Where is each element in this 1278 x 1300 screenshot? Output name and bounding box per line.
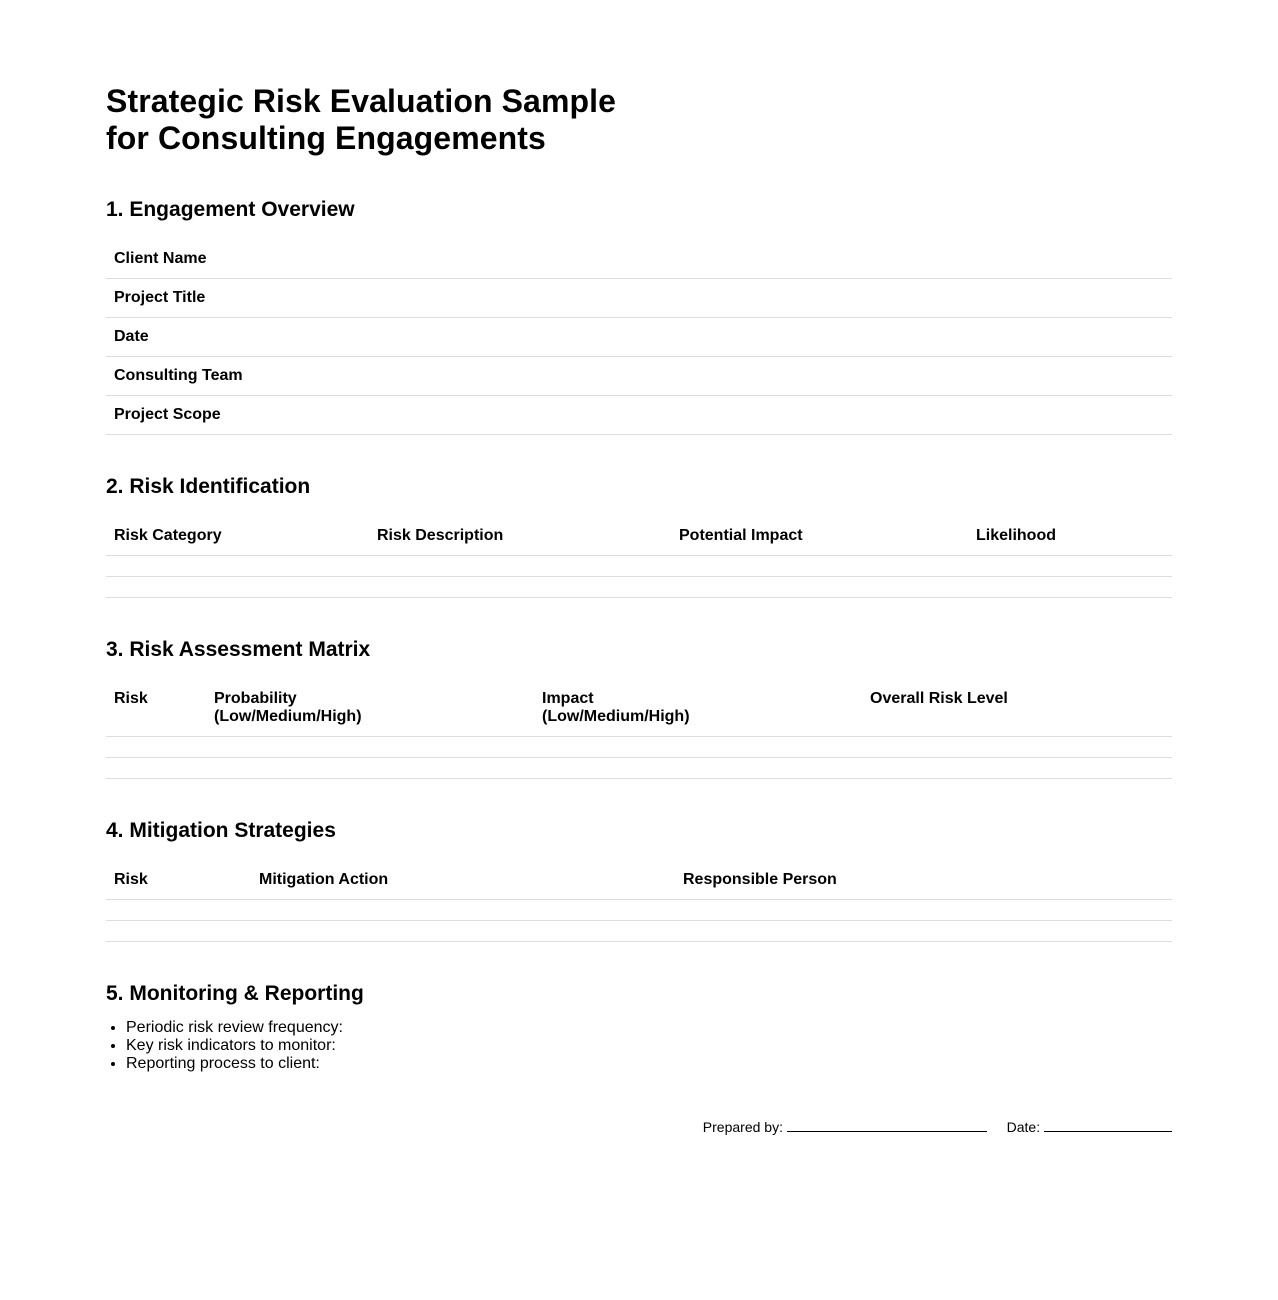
table-header-row: [106, 680, 1172, 737]
table-row: [106, 758, 1172, 779]
table-cell[interactable]: [106, 556, 369, 577]
field-label-project-scope: Project Scope: [106, 396, 1172, 435]
table-row: [106, 577, 1172, 598]
table-header-row: [106, 861, 1172, 900]
table-row: [106, 240, 1172, 279]
column-header-risk: Risk: [106, 861, 251, 900]
table-row: [106, 737, 1172, 758]
column-header-risk: Risk: [106, 680, 206, 737]
field-label-client-name: Client Name: [106, 240, 1172, 279]
table-cell[interactable]: [369, 577, 671, 598]
list-item: • Key risk indicators to monitor:: [126, 1037, 343, 1055]
column-header-mitigation-action: Mitigation Action: [251, 861, 675, 900]
column-header-overall-risk-level: Overall Risk Level: [862, 680, 1172, 737]
table-row: [106, 900, 1172, 921]
signature-block: [703, 1117, 1172, 1136]
table-cell[interactable]: [534, 737, 862, 758]
column-header-impact: Impact (Low/Medium/High): [534, 680, 862, 737]
title-line-1: Strategic Risk Evaluation Sample: [106, 83, 617, 119]
table-row: [106, 396, 1172, 435]
table-cell[interactable]: [206, 737, 534, 758]
table-cell[interactable]: [106, 900, 251, 921]
column-header-risk-category: Risk Category: [106, 517, 369, 556]
date-label: Date:: [1006, 1119, 1041, 1135]
table-cell[interactable]: [106, 577, 369, 598]
table-cell[interactable]: [675, 900, 1172, 921]
document-title: [106, 83, 666, 157]
table-cell[interactable]: [206, 758, 534, 779]
column-header-likelihood: Likelihood: [968, 517, 1172, 556]
table-cell[interactable]: [369, 556, 671, 577]
title-line-2: for Consulting Engagements: [106, 120, 546, 156]
column-header-risk-description: Risk Description: [369, 517, 671, 556]
table-cell[interactable]: [251, 921, 675, 942]
table-cell[interactable]: [106, 737, 206, 758]
engagement-overview-table: [106, 240, 1172, 435]
table-cell[interactable]: [106, 921, 251, 942]
prepared-by-field[interactable]: [787, 1117, 987, 1132]
table-cell[interactable]: [862, 737, 1172, 758]
table-cell[interactable]: [862, 758, 1172, 779]
column-header-probability: Probability (Low/Medium/High): [206, 680, 534, 737]
table-cell[interactable]: [534, 758, 862, 779]
section-heading-engagement-overview: 1. Engagement Overview: [106, 198, 355, 221]
column-header-potential-impact: Potential Impact: [671, 517, 968, 556]
table-cell[interactable]: [106, 758, 206, 779]
date-field[interactable]: [1044, 1117, 1172, 1132]
table-header-row: [106, 517, 1172, 556]
mitigation-strategies-table: [106, 861, 1172, 942]
risk-assessment-matrix-table: [106, 680, 1172, 779]
column-header-responsible-person: Responsible Person: [675, 861, 1172, 900]
table-cell[interactable]: [671, 556, 968, 577]
table-cell[interactable]: [251, 900, 675, 921]
field-label-project-title: Project Title: [106, 279, 1172, 318]
prepared-by-label: Prepared by:: [702, 1119, 783, 1135]
table-cell[interactable]: [968, 577, 1172, 598]
table-cell[interactable]: [675, 921, 1172, 942]
section-heading-risk-identification: 2. Risk Identification: [106, 475, 311, 498]
table-row: [106, 318, 1172, 357]
risk-identification-table: [106, 517, 1172, 598]
table-row: [106, 279, 1172, 318]
table-row: [106, 357, 1172, 396]
list-item: • Reporting process to client:: [126, 1055, 343, 1073]
field-label-date: Date: [106, 318, 1172, 357]
table-row: [106, 556, 1172, 577]
field-label-consulting-team: Consulting Team: [106, 357, 1172, 396]
section-heading-risk-assessment-matrix: 3. Risk Assessment Matrix: [106, 638, 371, 661]
section-heading-monitoring-reporting: 5. Monitoring & Reporting: [106, 982, 364, 1005]
section-heading-mitigation-strategies: 4. Mitigation Strategies: [106, 819, 336, 842]
table-row: [106, 921, 1172, 942]
table-cell[interactable]: [671, 577, 968, 598]
monitoring-list: [106, 1019, 343, 1073]
table-cell[interactable]: [968, 556, 1172, 577]
list-item: • Periodic risk review frequency:: [126, 1019, 343, 1037]
